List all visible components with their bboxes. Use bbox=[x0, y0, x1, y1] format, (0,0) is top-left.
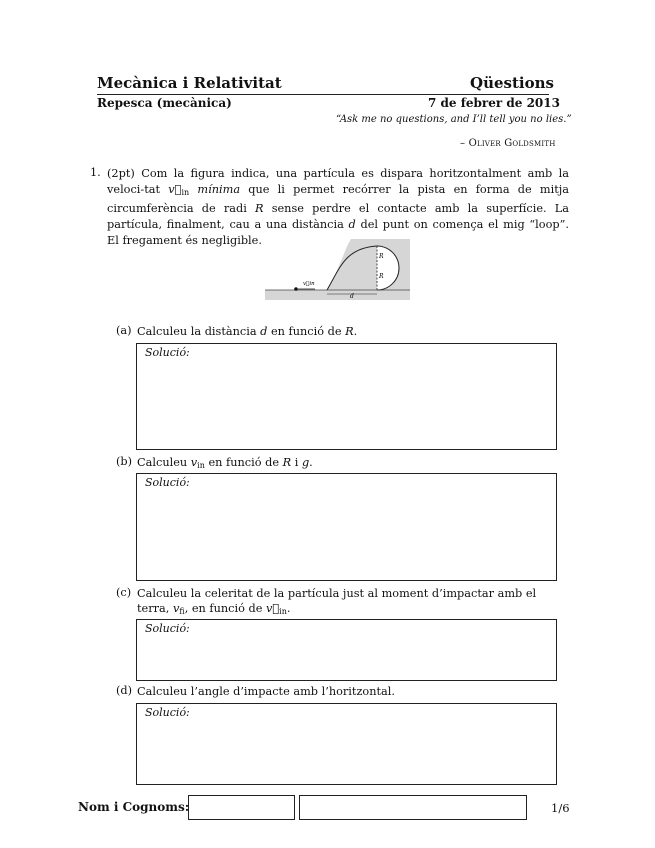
figure-label-distance: d bbox=[350, 293, 354, 300]
question-text-2: que li permet recórrer la pista en forma de mitja circumferència de radi bbox=[107, 183, 570, 215]
figure-label-radius-top: R bbox=[379, 253, 384, 260]
exam-subtitle: Repesca (mecànica) bbox=[97, 96, 232, 110]
part-b-label: (b) bbox=[116, 455, 133, 468]
part-c-label: (c) bbox=[116, 586, 132, 599]
document-type: Qüestions bbox=[470, 74, 554, 92]
exam-date: 7 de febrer de 2013 bbox=[428, 96, 560, 110]
velocity-symbol: v⃗ bbox=[168, 183, 182, 196]
solution-box-b[interactable] bbox=[136, 473, 557, 581]
emphasis-minimum: mínima bbox=[197, 183, 241, 196]
surname-field[interactable] bbox=[299, 795, 527, 820]
question-text-1: Com la figura indica, una partícula es dispara horitzontalment amb la veloci-tat bbox=[107, 167, 570, 196]
radius-symbol: R bbox=[255, 202, 264, 215]
part-c-text: Calculeu la celeritat de la partícula just al moment d’impactar amb el terra, $v_{fi}$, en funció de $v⃗_{in}$. bbox=[137, 587, 537, 616]
part-a-label: (a) bbox=[116, 324, 132, 337]
question-number: 1. bbox=[90, 166, 101, 179]
loop-track-figure bbox=[265, 238, 410, 300]
figure-label-velocity: v⃗in bbox=[303, 281, 315, 287]
solution-label: Solució: bbox=[145, 476, 190, 489]
distance-symbol: d bbox=[348, 218, 356, 231]
figure-label-radius-bottom: R bbox=[379, 273, 384, 280]
question-points: (2pt) bbox=[107, 167, 135, 180]
name-label: Nom i Cognoms: bbox=[78, 800, 190, 814]
velocity-subscript: in bbox=[181, 188, 190, 197]
solution-box-a[interactable] bbox=[136, 343, 557, 450]
question-statement bbox=[107, 166, 569, 249]
solution-box-d[interactable] bbox=[136, 703, 557, 785]
solution-box-c[interactable] bbox=[136, 619, 557, 681]
part-d-text: Calculeu l’angle d’impacte amb l’horitzontal. bbox=[137, 685, 395, 698]
part-b-text: Calculeu $v_{in}$ en funció de R i g. bbox=[137, 456, 313, 470]
header-rule bbox=[97, 94, 549, 95]
solution-label: Solució: bbox=[145, 346, 190, 359]
particle-dot bbox=[294, 287, 298, 291]
part-a-text: Calculeu la distància d en funció de R. bbox=[137, 325, 358, 338]
solution-label: Solució: bbox=[145, 622, 190, 635]
question-text-4: del punt on comença el mig “loop”. El fregament és negligible. bbox=[107, 218, 569, 247]
page-number: 1/6 bbox=[551, 801, 570, 815]
question-text-3: sense perdre el contacte amb la superfície. La partícula, finalment, cau a una distància bbox=[107, 202, 570, 231]
part-d-label: (d) bbox=[116, 684, 133, 697]
solution-label: Solució: bbox=[145, 706, 190, 719]
first-name-field[interactable] bbox=[188, 795, 295, 820]
course-title: Mecànica i Relativitat bbox=[97, 74, 282, 92]
epigraph-quote: “Ask me no questions, and I’ll tell you no lies.” bbox=[336, 114, 572, 125]
epigraph-author: – Oliver Goldsmith bbox=[460, 138, 556, 149]
